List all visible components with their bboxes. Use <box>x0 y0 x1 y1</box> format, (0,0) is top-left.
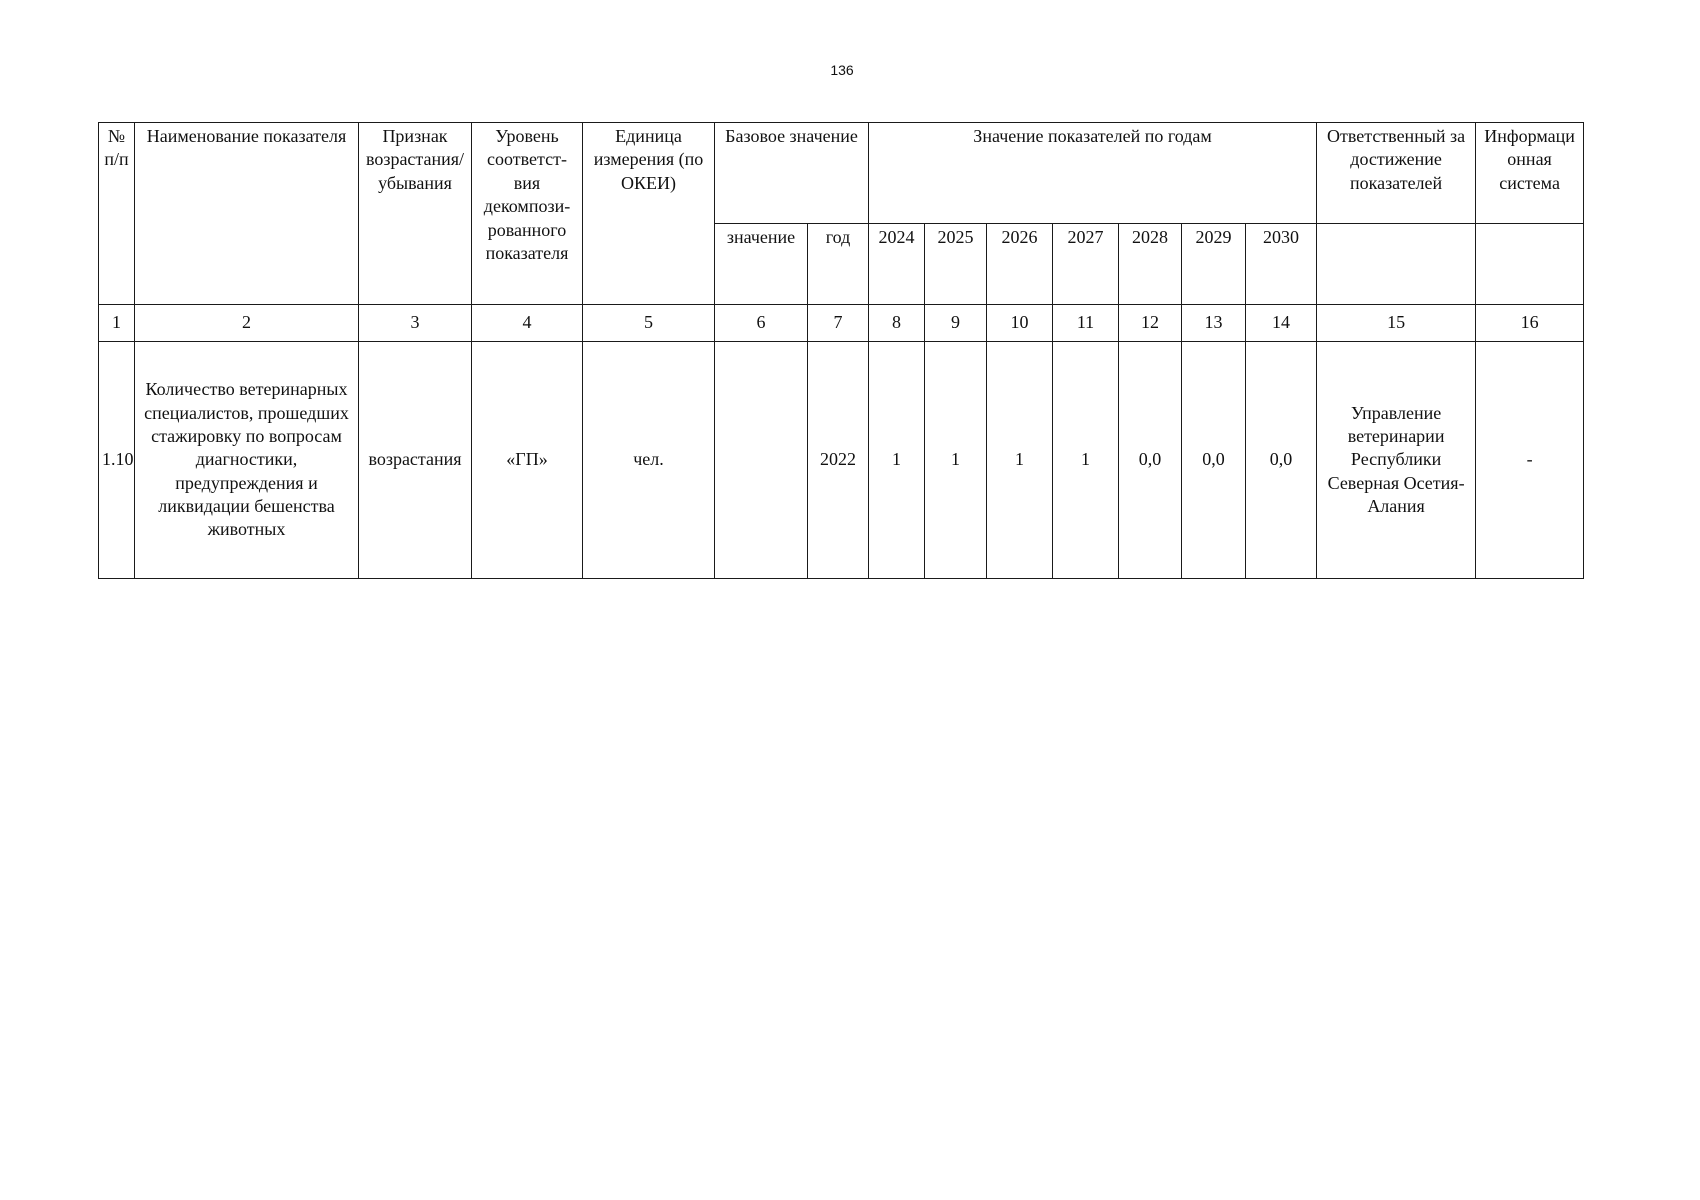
header-year-2025: 2025 <box>925 224 987 305</box>
row-number: 1.10 <box>99 342 135 579</box>
value-2025: 1 <box>925 342 987 579</box>
column-number: 12 <box>1119 305 1182 342</box>
column-number: 7 <box>808 305 869 342</box>
column-number: 13 <box>1182 305 1246 342</box>
column-number: 1 <box>99 305 135 342</box>
info-system-value: - <box>1476 342 1584 579</box>
level-value: «ГП» <box>472 342 583 579</box>
indicator-name: Количество ветеринарных специалистов, прошедших стажировку по вопросам диагностики, предупреждения и ликвидации бешенства животных <box>135 342 359 579</box>
indicators-table <box>98 122 1584 579</box>
column-number: 6 <box>715 305 808 342</box>
header-responsible: Ответственный за достижение показателей <box>1317 123 1476 224</box>
header-year-2028: 2028 <box>1119 224 1182 305</box>
responsible-value: Управление ветеринарии Республики Северная Осетия- Алания <box>1317 342 1476 579</box>
header-unit: Единица измерения (по ОКЕИ) <box>583 123 715 305</box>
header-year-2030: 2030 <box>1246 224 1317 305</box>
header-year-2024: 2024 <box>869 224 925 305</box>
header-info-system-blank <box>1476 224 1584 305</box>
page-number: 136 <box>830 62 854 78</box>
base-year: 2022 <box>808 342 869 579</box>
column-number: 8 <box>869 305 925 342</box>
value-2028: 0,0 <box>1119 342 1182 579</box>
column-number: 14 <box>1246 305 1317 342</box>
column-number: 10 <box>987 305 1053 342</box>
header-year-2029: 2029 <box>1182 224 1246 305</box>
value-2029: 0,0 <box>1182 342 1246 579</box>
header-years-group: Значение показателей по годам <box>869 123 1317 224</box>
table-row <box>99 342 1584 579</box>
column-number: 15 <box>1317 305 1476 342</box>
header-responsible-blank <box>1317 224 1476 305</box>
column-number: 11 <box>1053 305 1119 342</box>
column-number: 16 <box>1476 305 1584 342</box>
value-2024: 1 <box>869 342 925 579</box>
header-base-value-year: год <box>808 224 869 305</box>
value-2027: 1 <box>1053 342 1119 579</box>
header-decomposition-level: Уровень соответст- вия декомпози- рованного показателя <box>472 123 583 305</box>
base-value <box>715 342 808 579</box>
column-number: 2 <box>135 305 359 342</box>
header-year-2026: 2026 <box>987 224 1053 305</box>
header-base-value-value: значение <box>715 224 808 305</box>
header-info-system: Информаци онная система <box>1476 123 1584 224</box>
column-number: 5 <box>583 305 715 342</box>
value-2026: 1 <box>987 342 1053 579</box>
header-number: № п/п <box>99 123 135 305</box>
trend-value: возрастания <box>359 342 472 579</box>
header-year-2027: 2027 <box>1053 224 1119 305</box>
column-number: 4 <box>472 305 583 342</box>
value-2030: 0,0 <box>1246 342 1317 579</box>
header-base-value: Базовое значение <box>715 123 869 224</box>
column-numbers-row <box>99 305 1584 342</box>
header-trend: Признак возрастания/ убывания <box>359 123 472 305</box>
header-indicator-name: Наименование показателя <box>135 123 359 305</box>
column-number: 3 <box>359 305 472 342</box>
column-number: 9 <box>925 305 987 342</box>
unit-value: чел. <box>583 342 715 579</box>
